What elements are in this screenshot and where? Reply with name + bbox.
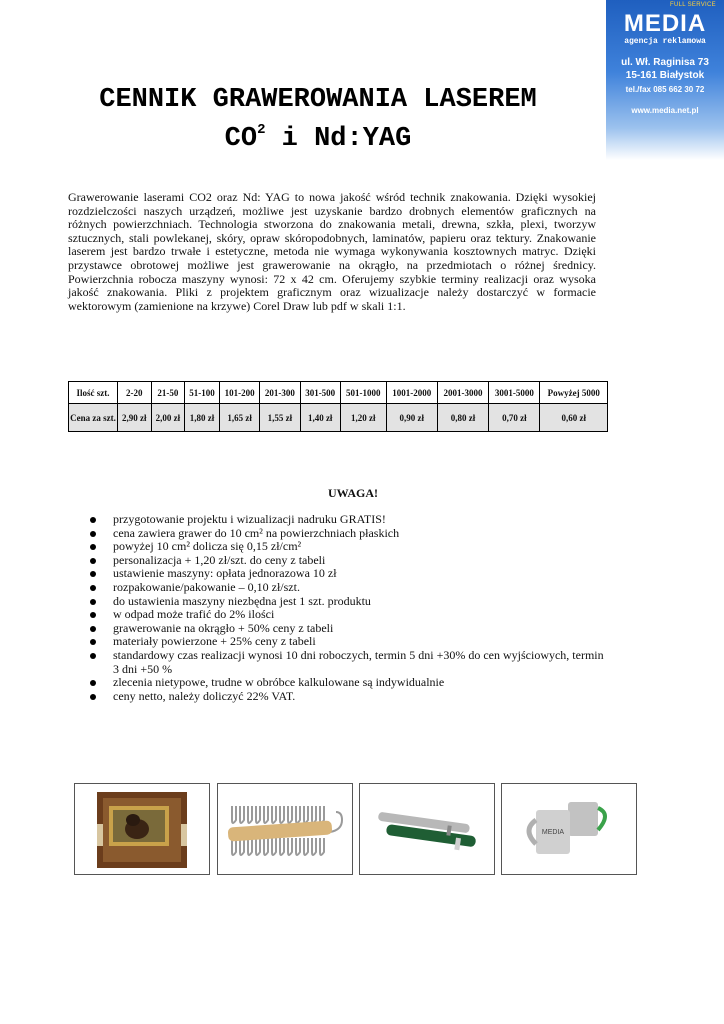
address-line-2: 15-161 Białystok (625, 70, 705, 81)
quantity-cell: 51-100 (185, 382, 220, 404)
price-cell: 2,00 zł (151, 404, 185, 432)
pens-icon (360, 784, 494, 874)
quantity-cell: 101-200 (219, 382, 259, 404)
photo-mugs (501, 783, 637, 875)
product-photos (74, 783, 634, 875)
note-item: powyżej 10 cm² dolicza się 0,15 zł/cm² (88, 540, 608, 554)
quantity-cell: Powyżej 5000 (540, 382, 608, 404)
quantity-cell: 2001-3000 (437, 382, 488, 404)
photo-pens (359, 783, 495, 875)
mugs-icon (502, 784, 636, 874)
quantity-row (69, 382, 608, 404)
intro-paragraph: Grawerowanie laserami CO2 oraz Nd: YAG to nowa jakość wśród technik znakowania. Dzięki wysokiej rozdzielczości naszych urządzeń, możliwe jest uzyskanie bardzo drobnych elementów graficznych na różnych powierzchniach. Technologia stworzona do znakowania metali, drewna, szkła, plexi, tworzyw sztucznych, stali powlekanej, skóry, opraw skóropodobnych, laminatów, papieru oraz tektury. Znakowanie laserem jest bardzo trwałe i estetyczne, metoda nie wymaga wykonywania kosztownych matryc. Dzięki przystawce obrotowej możliwe jest grawerowanie na okrągło, na przedmiotach o różnej średnicy. Powierzchnia robocza maszyny wynosi: 72 x 42 cm. Oferujemy szybkie terminy realizacji oraz wysoka jakość znakowania. Pliki z projektem graficznym oraz wizualizacje należy dostarczyć w formacie wektorowym (zamienione na krzywe) Corel Draw lub pdf w skali 1:1. (68, 190, 596, 313)
website-link[interactable]: www.media.net.pl (631, 106, 699, 115)
wooden-hanger-icon (218, 784, 352, 874)
note-item: przygotowanie projektu i wizualizacji nadruku GRATIS! (88, 513, 608, 527)
price-cell: 1,55 zł (260, 404, 300, 432)
brand-tag: FULL SERVICE (670, 2, 716, 8)
svg-text:MEDIA: MEDIA (541, 829, 565, 836)
note-item: rozpakowanie/pakowanie – 0,10 zł/szt. (88, 581, 608, 595)
note-item: standardowy czas realizacji wynosi 10 dni roboczych, termin 5 dni +30% do cen wyjściowych, termin 3 dni +50 % (88, 649, 608, 676)
price-header: Cena za szt. (69, 404, 118, 432)
note-item: cena zawiera grawer do 10 cm² na powierzchniach płaskich (88, 527, 608, 541)
quantity-cell: 21-50 (151, 382, 185, 404)
price-row (69, 404, 608, 432)
note-item: do ustawienia maszyny niezbędna jest 1 szt. produktu (88, 595, 608, 609)
price-cell: 0,90 zł (386, 404, 437, 432)
quantity-cell: 1001-2000 (386, 382, 437, 404)
price-cell: 0,80 zł (437, 404, 488, 432)
picture-frame-icon (75, 784, 209, 874)
note-item: personalizacja + 1,20 zł/szt. do ceny z tabeli (88, 554, 608, 568)
note-item: ustawienie maszyny: opłata jednorazowa 10 zł (88, 567, 608, 581)
note-item: ceny netto, należy doliczyć 22% VAT. (88, 690, 608, 704)
note-item: materiały powierzone + 25% ceny z tabeli (88, 635, 608, 649)
price-cell: 0,60 zł (540, 404, 608, 432)
quantity-cell: 301-500 (300, 382, 340, 404)
price-cell: 1,80 zł (185, 404, 220, 432)
address-line-1: ul. Wł. Raginisa 73 (621, 57, 709, 68)
notes-heading: UWAGA! (328, 486, 378, 500)
title-line-2: $CO^2$ i Nd:YAG (224, 122, 412, 154)
price-cell: 1,20 zł (340, 404, 386, 432)
note-item: w odpad może trafić do 2% ilości (88, 608, 608, 622)
quantity-header: Ilość szt. (69, 382, 118, 404)
quantity-cell: 3001-5000 (489, 382, 540, 404)
phone-number: tel./fax 085 662 30 72 (625, 85, 705, 94)
brand-subtitle: agencja reklamowa (624, 37, 706, 46)
title-line-1: CENNIK GRAWEROWANIA LASEREM (99, 85, 537, 115)
notes-list (88, 513, 608, 703)
page-title (68, 84, 568, 155)
price-cell: 0,70 zł (489, 404, 540, 432)
quantity-cell: 501-1000 (340, 382, 386, 404)
note-item: zlecenia nietypowe, trudne w obróbce kalkulowane są indywidualnie (88, 676, 608, 690)
media-logo: MEDIA (623, 10, 707, 37)
photo-hanger (217, 783, 353, 875)
price-cell: 1,40 zł (300, 404, 340, 432)
price-cell: 1,65 zł (219, 404, 259, 432)
quantity-cell: 201-300 (260, 382, 300, 404)
quantity-cell: 2-20 (118, 382, 152, 404)
photo-frame (74, 783, 210, 875)
price-cell: 2,90 zł (118, 404, 152, 432)
price-table (68, 381, 608, 432)
note-item: grawerowanie na okrągło + 50% ceny z tabeli (88, 622, 608, 636)
